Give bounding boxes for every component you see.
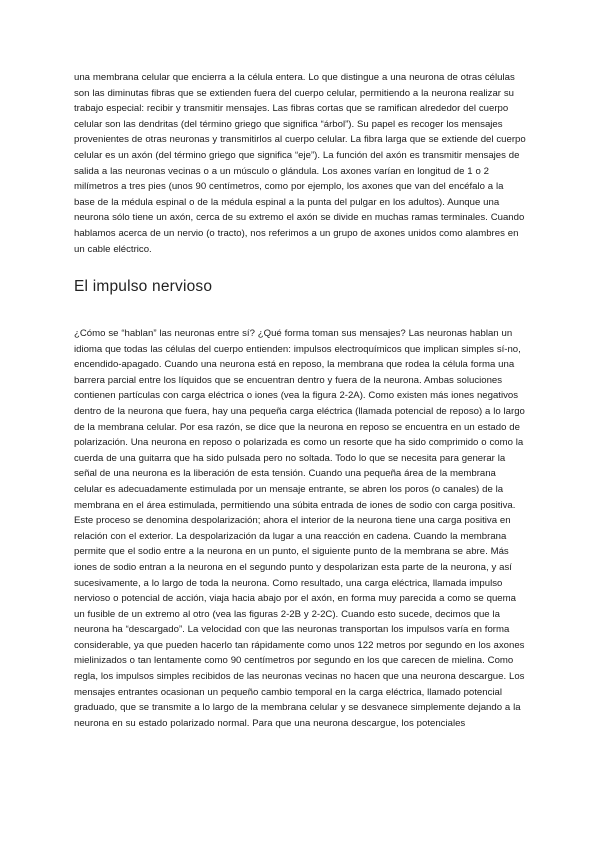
body-paragraph-neuron-structure: una membrana celular que encierra a la célula entera. Lo que distingue a una neurona de otras células son las diminutas fibras que se extienden fuera del cuerpo celular, permitiendo a la neurona realizar su trabajo especial: recibir y transmitir mensajes. Las fibras cortas que se ramifican alrededor del cuerpo celular son las dendritas (del término griego que significa “árbol”). Su papel es recoger los mensajes provenientes de otras neuronas y transmitirlos al cuerpo celular. La fibra larga que se extiende del cuerpo celular es un axón (del término griego que significa “eje”). La función del axón es transmitir mensajes de salida a las neuronas vecinas o a un músculo o glándula. Los axones varían en longitud de 1 o 2 milímetros a tres pies (unos 90 centímetros, como por ejemplo, los axones que van del encéfalo a la base de la médula espinal o de la médula espinal a la punta del pulgar en los adultos). Aunque una neurona sólo tiene un axón, cerca de su extremo el axón se divide en muchas ramas terminales. Cuando hablamos acerca de un nervio (o tracto), nos referimos a un grupo de axones unidos como alambres en un cable eléctrico. [74,72,526,255]
body-paragraph-nerve-impulse: ¿Cómo se “hablan” las neuronas entre sí? ¿Qué forma toman sus mensajes? Las neuronas hablan un idioma que todas las células del cuerpo entienden: impulsos electroquímicos que implican simples sí-no, encendido-apagado. Cuando una neurona está en reposo, la membrana que rodea la célula forma una barrera parcial entre los líquidos que se encuentran dentro y fuera de la neurona. Ambas soluciones contienen partículas con carga eléctrica o iones (vea la figura 2-2A). Como existen más iones negativos dentro de la neurona que fuera, hay una pequeña carga eléctrica (llamada potencial de reposo) a lo largo de la membrana celular. Por esa razón, se dice que la neurona en reposo se encuentra en un estado de polarización. Una neurona en reposo o polarizada es como un resorte que ha sido comprimido o como la cuerda de una guitarra que ha sido pulsada pero no soltada. Todo lo que se necesita para generar la señal de una neurona es la liberación de esta tensión. Cuando una pequeña área de la membrana celular es adecuadamente estimulada por un mensaje entrante, se abren los poros (o canales) de la membrana en el área estimulada, permitiendo una súbita entrada de iones de sodio con carga positiva. Este proceso se denomina despolarización; ahora el interior de la neurona tiene una carga positiva en relación con el exterior. La despolarización da lugar a una reacción en cadena. Cuando la membrana permite que el sodio entre a la neurona en un punto, el siguiente punto de la membrana se abre. Más iones de sodio entran a la neurona en el segundo punto y despolarizan esta parte de la neurona, y así sucesivamente, a lo largo de toda la neurona. Como resultado, una carga eléctrica, llamada impulso nervioso o potencial de acción, viaja hacia abajo por el axón, en forma muy parecida a como se quema un fusible de un extremo al otro (vea las figuras 2-2B y 2-2C). Cuando esto sucede, decimos que la neurona ha “descargado”. La velocidad con que las neuronas transportan los impulsos varía en forma considerable, ya que pueden hacerlo tan rápidamente como unos 122 metros por segundo en los axones mielinizados o tan lentamente como 90 centímetros por segundo en los que carecen de mielina. Como regla, los impulsos simples recibidos de las neuronas vecinas no hacen que una neurona descargue. Los mensajes entrantes ocasionan un pequeño cambio temporal en la carga eléctrica, llamado potencial graduado, que se transmite a lo largo de la membrana celular y se desvanece simplemente dejando a la neurona en su estado polarizado normal. Para que una neurona descargue, los potenciales [74,328,525,729]
section-heading: El impulso nervioso [74,278,213,295]
